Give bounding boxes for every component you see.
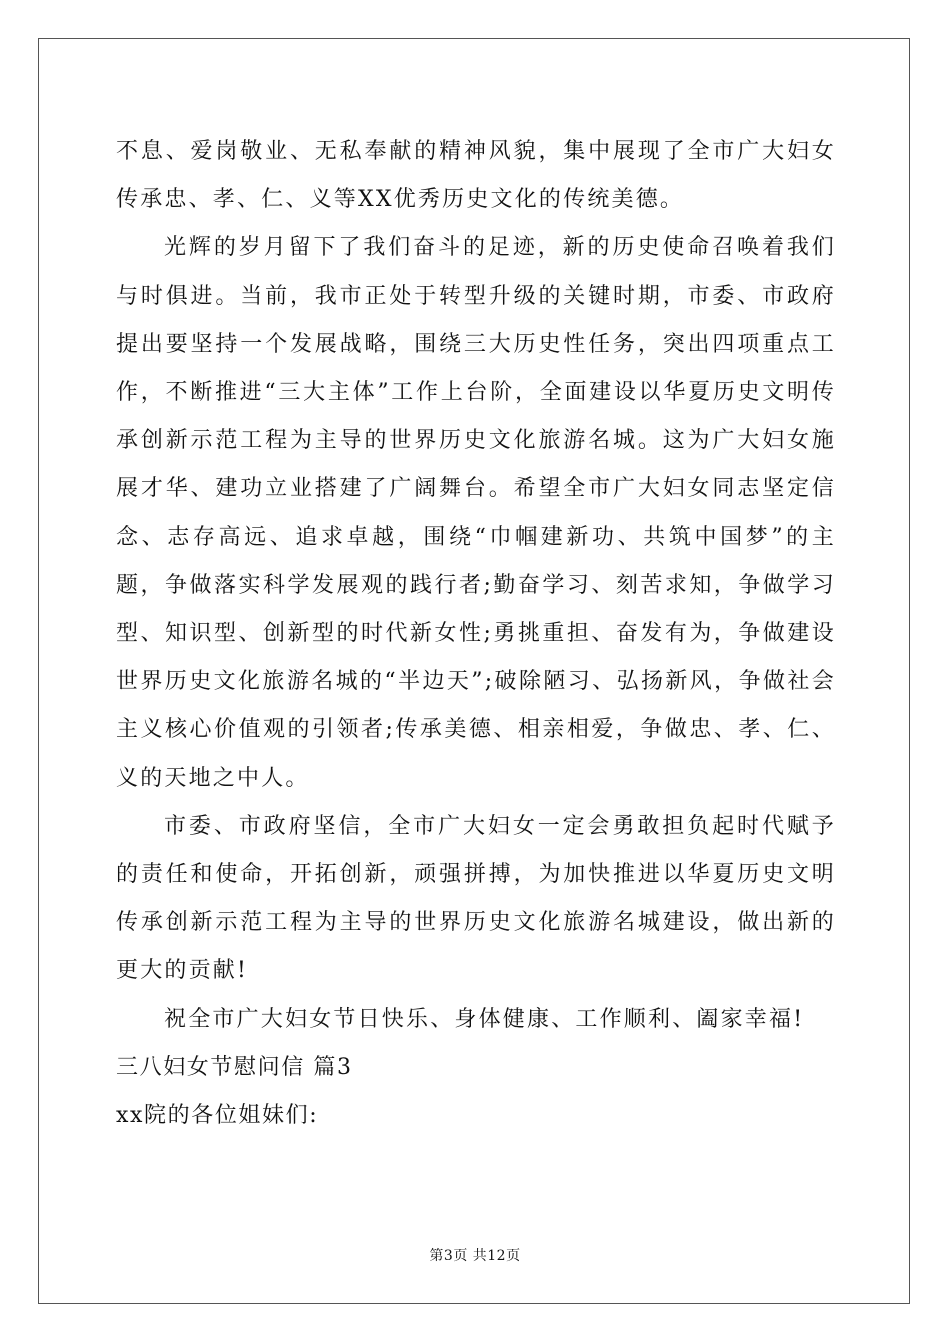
- page-number-footer: 第3页 共12页: [429, 1248, 521, 1264]
- section-title: 三八妇女节慰问信 篇3: [116, 1054, 353, 1080]
- paragraph-1: 不息、爱岗敬业、无私奉献的精神风貌，集中展现了全市广大妇女传承忠、孝、仁、义等XX优秀历史文化的传统美德。: [116, 139, 836, 213]
- paragraph-3: 市委、市政府坚信，全市广大妇女一定会勇敢担负起时代赋予的责任和使命，开拓创新，顽强拼搏，为加快推进以华夏历史文明传承创新示范工程为主导的世界历史文化旅游名城建设，做出新的更大的贡献!: [116, 813, 836, 984]
- salutation: xx院的各位姐妹们:: [116, 1103, 319, 1129]
- paragraph-2: 光辉的岁月留下了我们奋斗的足迹，新的历史使命召唤着我们与时俱进。当前，我市正处于转型升级的关键时期，市委、市政府提出要坚持一个发展战略，围绕三大历史性任务，突出四项重点工作，不断推进“三大主体”工作上台阶，全面建设以华夏历史文明传承创新示范工程为主导的世界历史文化旅游名城。这为广大妇女施展才华、建功立业搭建了广阔舞台。希望全市广大妇女同志坚定信念、志存高远、追求卓越，围绕“巾帼建新功、共筑中国梦”的主题，争做落实科学发展观的践行者;勤奋学习、刻苦求知，争做学习型、知识型、创新型的时代新女性;勇挑重担、奋发有为，争做建设世界历史文化旅游名城的“半边天”;破除陋习、弘扬新风，争做社会主义核心价值观的引领者;传承美德、相亲相爱，争做忠、孝、仁、义的天地之中人。: [116, 235, 836, 791]
- paragraph-4: 祝全市广大妇女节日快乐、身体健康、工作顺利、阖家幸福!: [164, 1006, 805, 1032]
- document-body: [116, 128, 836, 1140]
